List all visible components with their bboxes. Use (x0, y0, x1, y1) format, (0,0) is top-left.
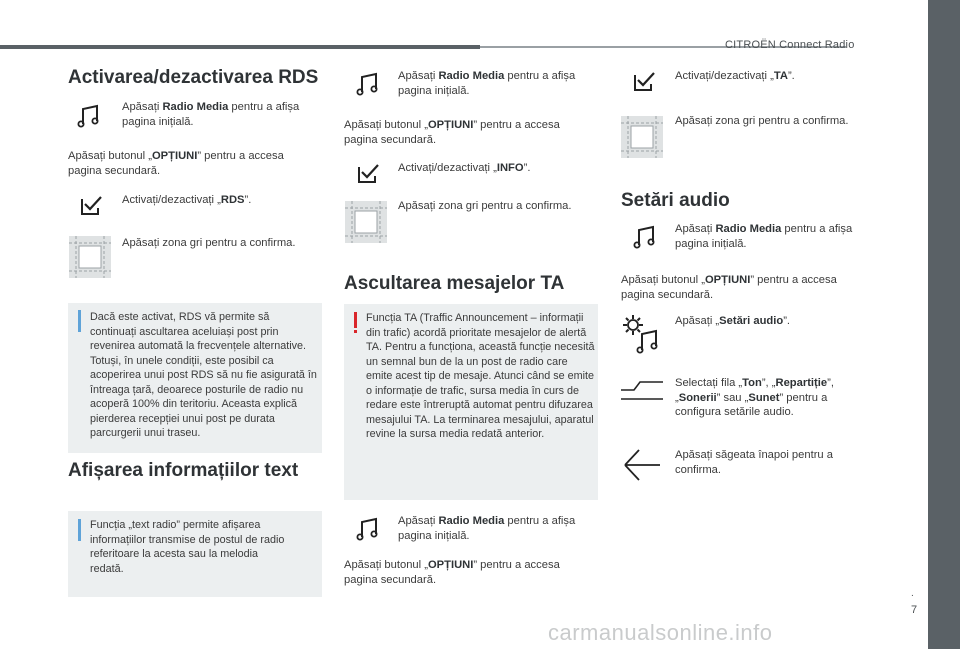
brand-label: CITROËN Connect Radio (725, 39, 855, 51)
music-note-icon (355, 71, 381, 97)
audio-step-back: Apăsați săgeata înapoi pentru a confirma. (675, 449, 833, 476)
music-note-icon (76, 103, 102, 129)
page-sidebar (928, 0, 960, 649)
checkbox-icon (356, 162, 380, 184)
info-bar (78, 310, 81, 332)
ta-warning-note (344, 304, 598, 500)
info-step-toggle: Activați/dezactivați „INFO”. (398, 162, 531, 174)
text-radio-note (68, 511, 322, 597)
warning-bar (354, 312, 357, 328)
settings-music-icon (622, 314, 660, 354)
watermark: carmanualsonline.info (548, 620, 773, 645)
section-title-text-info: Afișarea informațiilor text (68, 460, 299, 481)
ta-step-options: Apăsați butonul „OPȚIUNI” pentru a accesa pagina secundară. (344, 559, 560, 586)
rds-info-text: Dacă este activat, RDS vă permite să continuați ascultarea aceluiași post prin revenirea automată la frecvențele alternative. Totuși, în unele condiții, este posibil ca acoperirea unui post RDS să nu fie asigurată în întreaga țară, deoarece posturile de radio nu acoperă 100% din teritoriu. Aceasta explică pierderea recepției unui post pe durata parcurgerii unui traseu. (90, 311, 317, 439)
grey-zone-icon (345, 201, 387, 243)
info-step-radio-media: Apăsați Radio Media pentru a afișa pagina inițială. (398, 70, 576, 97)
checkbox-icon (79, 194, 103, 216)
header-rule (0, 45, 480, 49)
section-title-ta: Ascultarea mesajelor TA (344, 273, 565, 294)
section-title-audio: Setări audio (621, 190, 730, 211)
ta-step-toggle: Activați/dezactivați „TA”. (675, 70, 795, 82)
warning-dot (354, 330, 357, 333)
section-title-rds: Activarea/dezactivarea RDS (68, 67, 319, 88)
grey-zone-icon (621, 116, 663, 158)
music-note-icon (632, 224, 658, 250)
info-step-confirm: Apăsați zona gri pentru a confirma. (398, 200, 572, 212)
text-radio-text: Funcția „text radio” permite afișarea informațiilor transmise de postul de radio referitoare la acesta sau la melodia redată. (90, 519, 285, 575)
rds-step-toggle: Activați/dezactivați „RDS”. (122, 194, 252, 206)
audio-step-options: Apăsați butonul „OPȚIUNI” pentru a accesa pagina secundară. (621, 274, 837, 301)
info-step-options: Apăsați butonul „OPȚIUNI” pentru a accesa pagina secundară. (344, 119, 560, 146)
page-number: 7 (911, 604, 918, 616)
ta-step-confirm: Apăsați zona gri pentru a confirma. (675, 115, 849, 127)
ta-step-radio-media: Apăsați Radio Media pentru a afișa pagina inițială. (398, 515, 576, 542)
rds-step-radio-media: Apăsați Radio Media pentru a afișa pagina inițială. (122, 101, 300, 128)
rds-info-note (68, 303, 322, 453)
checkbox-icon (632, 70, 656, 92)
music-note-icon (355, 516, 381, 542)
rds-step-options: Apăsați butonul „OPȚIUNI” pentru a accesa pagina secundară. (68, 150, 284, 177)
audio-step-tabs: Selectați fila „Ton”, „Repartiție”, „Sonerii” sau „Sunet” pentru a configura setările audio. (675, 377, 834, 418)
grey-zone-icon (69, 236, 111, 278)
page-dot: . (911, 588, 914, 599)
audio-step-settings: Apăsați „Setări audio”. (675, 315, 791, 327)
info-bar (78, 519, 81, 541)
ta-warning-text: Funcția TA (Traffic Announcement – informații din trafic) acordă prioritate mesajelor de alertă TA. Pentru a funcționa, această funcție necesită un semnal bun de la un post de radio care emite acest tip de mesaje. Atunci când se emite o informație de trafic, sursa media în curs de redare este întreruptă automat pentru difuzarea mesajului TA. La terminarea mesajului, aparatul revine la sursa media redată anterior. (366, 312, 595, 440)
rds-step-confirm: Apăsați zona gri pentru a confirma. (122, 237, 296, 249)
tab-icon (620, 380, 664, 400)
audio-step-radio-media: Apăsați Radio Media pentru a afișa pagina inițială. (675, 223, 853, 250)
back-arrow-icon (622, 447, 662, 483)
